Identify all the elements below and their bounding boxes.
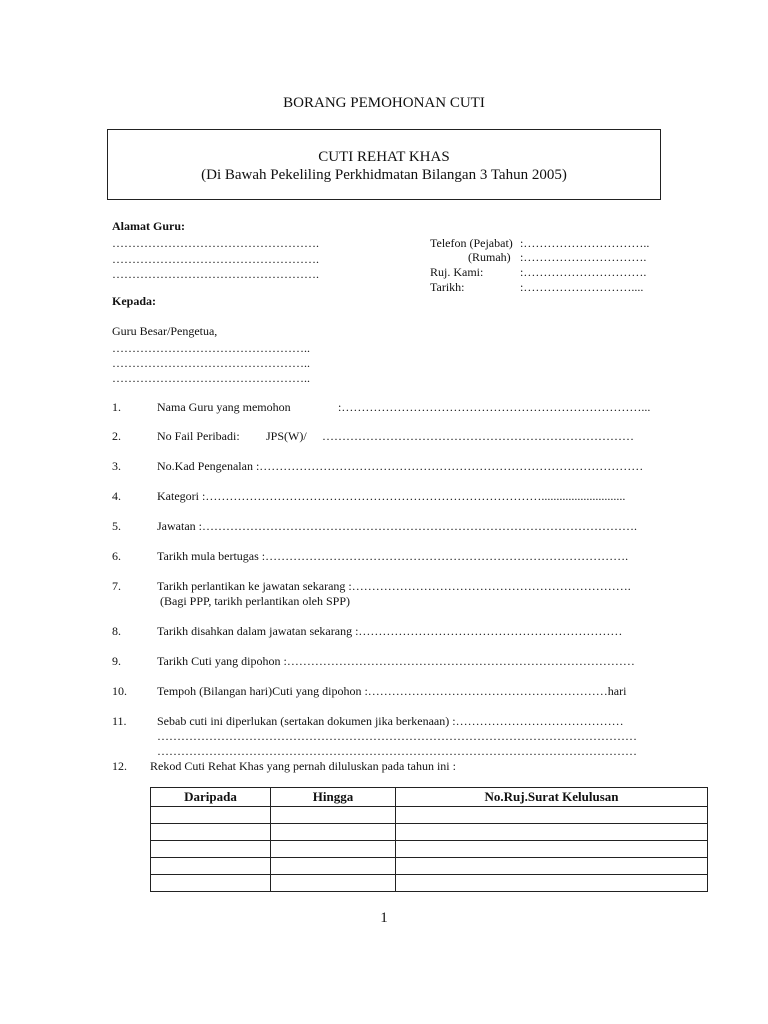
nama-guru-field[interactable]: :…………………………………………………………………... — [338, 400, 651, 414]
tarikh-mula-field[interactable]: Tarikh mula bertugas :………………………………………………………………………………. — [157, 549, 629, 563]
perlantikan-note: (Bagi PPP, tarikh perlantikan oleh SPP) — [160, 594, 350, 608]
alamat-heading: Alamat Guru: — [112, 219, 185, 233]
item-number: 11. — [112, 714, 127, 728]
item-number: 7. — [112, 579, 121, 593]
table-cell[interactable] — [396, 841, 708, 858]
table-header-row — [151, 788, 708, 807]
form-title: BORANG PEMOHONAN CUTI — [283, 95, 485, 111]
table-cell[interactable] — [151, 807, 271, 824]
recipient-title: Guru Besar/Pengetua, — [112, 324, 218, 338]
table-cell[interactable] — [271, 858, 396, 875]
item-number: 10. — [112, 684, 127, 698]
rumah-field[interactable]: :…………………………. — [520, 250, 647, 264]
leave-record-table — [150, 787, 708, 892]
item-label: Nama Guru yang memohon — [157, 400, 291, 414]
tarikh-label: Tarikh: — [430, 280, 465, 294]
table-cell[interactable] — [271, 841, 396, 858]
tarikh-field[interactable]: :……………………….... — [520, 280, 644, 294]
col-hingga: Hingga — [271, 788, 396, 807]
table-cell[interactable] — [151, 841, 271, 858]
sebab-line-2[interactable]: ………………………………………………………………………………………………………… — [157, 729, 637, 743]
page-number: 1 — [380, 910, 388, 926]
item-number: 12. — [112, 759, 127, 773]
kepada-line-3[interactable]: ………………………………………….. — [112, 371, 310, 385]
item-number: 4. — [112, 489, 121, 503]
table-cell[interactable] — [271, 807, 396, 824]
rekod-label: Rekod Cuti Rehat Khas yang pernah diluluskan pada tahun ini : — [150, 759, 456, 773]
item-number: 8. — [112, 624, 121, 638]
sebab-field[interactable]: Sebab cuti ini diperlukan (sertakan dokumen jika berkenaan) :…………………………………… — [157, 714, 624, 728]
table-cell[interactable] — [396, 824, 708, 841]
table-cell[interactable] — [271, 875, 396, 892]
kepada-line-1[interactable]: ………………………………………….. — [112, 341, 310, 355]
table-cell[interactable] — [151, 875, 271, 892]
table-cell[interactable] — [151, 858, 271, 875]
item-number: 2. — [112, 429, 121, 443]
item-label: No Fail Peribadi: — [157, 429, 240, 443]
col-daripada: Daripada — [151, 788, 271, 807]
table-row — [151, 824, 708, 841]
table-row — [151, 841, 708, 858]
tarikh-perlantikan-field[interactable]: Tarikh perlantikan ke jawatan sekarang :……………………………………………………………. — [157, 579, 631, 593]
ruj-label: Ruj. Kami: — [430, 265, 484, 279]
jps-prefix: JPS(W)/ — [266, 429, 307, 443]
table-cell[interactable] — [151, 824, 271, 841]
kepada-heading: Kepada: — [112, 294, 157, 308]
sebab-line-3[interactable]: ………………………………………………………………………………………………………… — [157, 744, 637, 758]
rumah-label: (Rumah) — [468, 250, 511, 264]
circular-reference: (Di Bawah Pekeliling Perkhidmatan Bilangan 3 Tahun 2005) — [201, 167, 567, 183]
tarikh-cuti-field[interactable]: Tarikh Cuti yang dipohon :…………………………………………………………………………… — [157, 654, 635, 668]
alamat-line-1[interactable]: ……………………………………………. — [112, 236, 319, 250]
table-cell[interactable] — [271, 824, 396, 841]
table-row — [151, 807, 708, 824]
ruj-field[interactable]: :…………………………. — [520, 265, 647, 279]
jawatan-field[interactable]: Jawatan :………………………………………………………………………………………………. — [157, 519, 637, 533]
telefon-field[interactable]: :………………………….. — [520, 236, 650, 250]
no-kp-field[interactable]: No.Kad Pengenalan :…………………………………………………………………………………… — [157, 459, 644, 473]
alamat-line-3[interactable]: ……………………………………………. — [112, 267, 319, 281]
leave-type-title: CUTI REHAT KHAS — [318, 149, 450, 165]
item-number: 3. — [112, 459, 121, 473]
no-fail-field[interactable]: …………………………………………………………………… — [322, 429, 634, 443]
table-row — [151, 858, 708, 875]
table-cell[interactable] — [396, 858, 708, 875]
item-number: 1. — [112, 400, 121, 414]
table-row — [151, 875, 708, 892]
alamat-line-2[interactable]: ……………………………………………. — [112, 252, 319, 266]
telefon-label: Telefon (Pejabat) — [430, 236, 513, 250]
table-cell[interactable] — [396, 807, 708, 824]
kategori-field[interactable]: Kategori :…………………………………………………………………………............................ — [157, 489, 626, 503]
tarikh-disahkan-field[interactable]: Tarikh disahkan dalam jawatan sekarang :………………………………………………………… — [157, 624, 623, 638]
item-number: 9. — [112, 654, 121, 668]
col-no-ruj: No.Ruj.Surat Kelulusan — [396, 788, 708, 807]
tempoh-field[interactable]: Tempoh (Bilangan hari)Cuti yang dipohon :……………………………………………………hari — [157, 684, 627, 698]
kepada-line-2[interactable]: ………………………………………….. — [112, 356, 310, 370]
item-number: 5. — [112, 519, 121, 533]
table-cell[interactable] — [396, 875, 708, 892]
item-number: 6. — [112, 549, 121, 563]
